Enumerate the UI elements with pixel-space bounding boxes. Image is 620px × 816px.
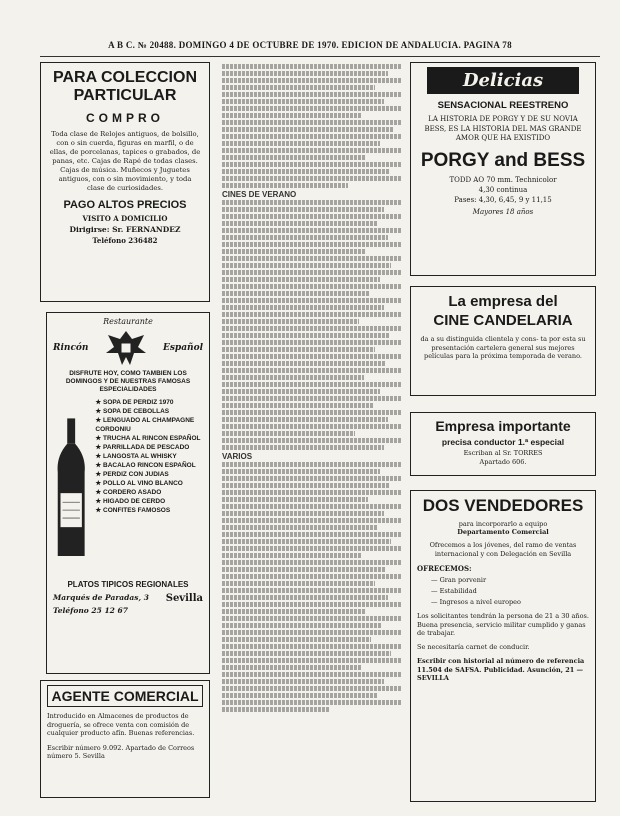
menu-item: ★ TRUCHA AL RINCON ESPAÑOL	[95, 435, 201, 442]
porgy-cinema: Delicias	[427, 67, 579, 94]
vendedores-req: Los solicitantes tendrán la persona de 21 a 30 años. Buena presencia, servicio militar cumplido y ganas de trabajar.	[417, 612, 589, 637]
vendedores-p1: Ofrecemos a los jóvenes, del ramo de ventas internacional y con Delegación en Sevilla	[429, 541, 577, 558]
empresa-title: Empresa importante	[435, 418, 571, 434]
agente-title: AGENTE COMERCIAL	[47, 685, 203, 707]
vendedores-item: — Estabilidad	[431, 587, 477, 595]
listing-block-1	[222, 64, 402, 188]
ad-empresa	[410, 412, 596, 476]
rincon-platos: PLATOS TIPICOS REGIONALES	[67, 580, 189, 589]
ad-rincon	[46, 312, 210, 674]
menu-item: ★ SOPA DE CEBOLLAS	[95, 408, 170, 415]
rincon-city: Sevilla	[165, 593, 203, 604]
wine-bottle-icon	[53, 398, 89, 578]
ad-candelaria	[410, 286, 596, 396]
porgy-desc: LA HISTORIA DE PORGY Y DE SU NOVIA BESS, ES LA HISTORIA DEL MAS GRANDE AMOR QUE HA EXISTIDO	[424, 115, 582, 142]
porgy-format: TODD AO 70 mm. Technicolor	[449, 175, 557, 184]
eagle-crest-icon	[104, 329, 148, 367]
menu-item: ★ LENGUADO AL CHAMPAGNE CORDONIU	[95, 417, 195, 433]
page-header: A B C. № 20488. DOMINGO 4 DE OCTUBRE DE 1970. EDICION DE ANDALUCIA. PAGINA 78	[108, 40, 512, 50]
vendedores-item: — Gran porvenir	[431, 576, 487, 584]
candelaria-line1: La empresa del	[448, 293, 558, 310]
rincon-logo-row	[53, 329, 203, 367]
vendedores-item: — Ingresos a nivel europeo	[431, 598, 521, 606]
coleccion-compro: COMPRO	[86, 111, 164, 125]
vendedores-ofrece: OFRECEMOS:	[417, 564, 472, 573]
menu-item: ★ PERDIZ CON JUDIAS	[95, 471, 169, 478]
porgy-headline: SENSACIONAL REESTRENO	[437, 100, 569, 111]
vendedores-sub2: Departamento Comercial	[457, 528, 549, 536]
menu-item: ★ CORDERO ASADO	[95, 489, 162, 496]
rincon-menu	[95, 398, 203, 578]
porgy-pases: Pases: 4,30, 6,45, 9 y 11,15	[454, 195, 552, 204]
menu-item: ★ HIGADO DE CERDO	[95, 498, 166, 505]
menu-item: ★ POLLO AL VINO BLANCO	[95, 480, 183, 487]
section-cines-verano: CINES DE VERANO	[222, 190, 297, 199]
porgy-continua: 4,30 continua	[478, 185, 528, 194]
menu-item: ★ CONFITES FAMOSOS	[95, 507, 171, 514]
menu-item: ★ LANGOSTA AL WHISKY	[95, 453, 177, 460]
empresa-subtitle: precisa conductor 1.ª especial	[441, 437, 565, 447]
vendedores-note: Se necesitaría carnet de conducir.	[417, 642, 530, 651]
listing-block-2	[222, 200, 402, 450]
coleccion-visito: VISITO A DOMICILIO	[82, 214, 168, 223]
empresa-apartado: Apartado 606.	[479, 458, 527, 466]
rincon-address-row	[53, 593, 203, 604]
coleccion-title1: PARA COLECCION	[53, 69, 197, 86]
agente-body: Introducido en Almacenes de productos de droguería, se ofrece venta con comisión de cualquier producto afín. Buenas referencias.	[47, 712, 195, 737]
rincon-name-right: Español	[162, 343, 203, 353]
rincon-restaurante: Restaurante	[103, 317, 153, 326]
rincon-name-left: Rincón	[53, 343, 89, 353]
porgy-title: PORGY and BESS	[420, 149, 586, 171]
vendedores-sub1: para incorporarlo a equipo	[458, 520, 548, 528]
coleccion-dirigirse: Dirigirse: Sr. FERNANDEZ	[69, 225, 181, 234]
candelaria-body: da a su distinguida clientela y cons- ta por esta su presentación cartelera general sus mejores películas para la próxima temporada de verano.	[420, 335, 586, 360]
vendedores-title: DOS VENDEDORES	[422, 496, 584, 515]
coleccion-title2: PARTICULAR	[73, 87, 177, 104]
coleccion-pago: PAGO ALTOS PRECIOS	[63, 199, 187, 211]
ad-coleccion	[40, 62, 210, 302]
menu-item: ★ BACALAO RINCON ESPAÑOL	[95, 462, 196, 469]
header-rule	[40, 56, 600, 57]
rincon-phone: Teléfono 25 12 67	[53, 606, 128, 615]
listing-block-3	[222, 462, 402, 712]
menu-item: ★ PARRILLADA DE PESCADO	[95, 444, 190, 451]
porgy-mayores: Mayores 18 años	[472, 207, 534, 216]
coleccion-body: Toda clase de Relojes antiguos, de bolsillo, con o sin cuerda, figuras en marfil, o de ellas, de porcelanas, tapices o grabados, de panas, etc. Cajas de Rapé de todas clases. Cajas de música. Muñecos y Juguetes antiguos, con o sin movimiento, y toda clase de curiosidades.	[49, 130, 201, 192]
rincon-intro: DISFRUTE HOY, COMO TAMBIEN LOS DOMINGOS Y DE NUESTRAS FAMOSAS ESPECIALIDADES	[65, 370, 191, 393]
menu-item: ★ SOPA DE PERDIZ 1970	[95, 399, 174, 406]
vendedores-footer: Escribir con historial al número de referencia 11.504 de SAFSA. Publicidad. Asunción, 21 — SEVILLA	[417, 657, 585, 682]
candelaria-line2: CINE CANDELARIA	[433, 312, 573, 329]
coleccion-telefono: Teléfono 236482	[92, 236, 158, 245]
rincon-address: Marqués de Paradas, 3	[53, 593, 149, 602]
cartelera-column	[222, 62, 402, 802]
ad-agente	[40, 680, 210, 798]
agente-footer: Escribir número 9.092. Apartado de Correos número 5. Sevilla	[47, 743, 195, 760]
ad-vendedores	[410, 490, 596, 802]
ad-porgy	[410, 62, 596, 276]
empresa-contact: Escriban al Sr. TORRES	[463, 449, 543, 457]
section-varios: VARIOS	[222, 452, 253, 461]
